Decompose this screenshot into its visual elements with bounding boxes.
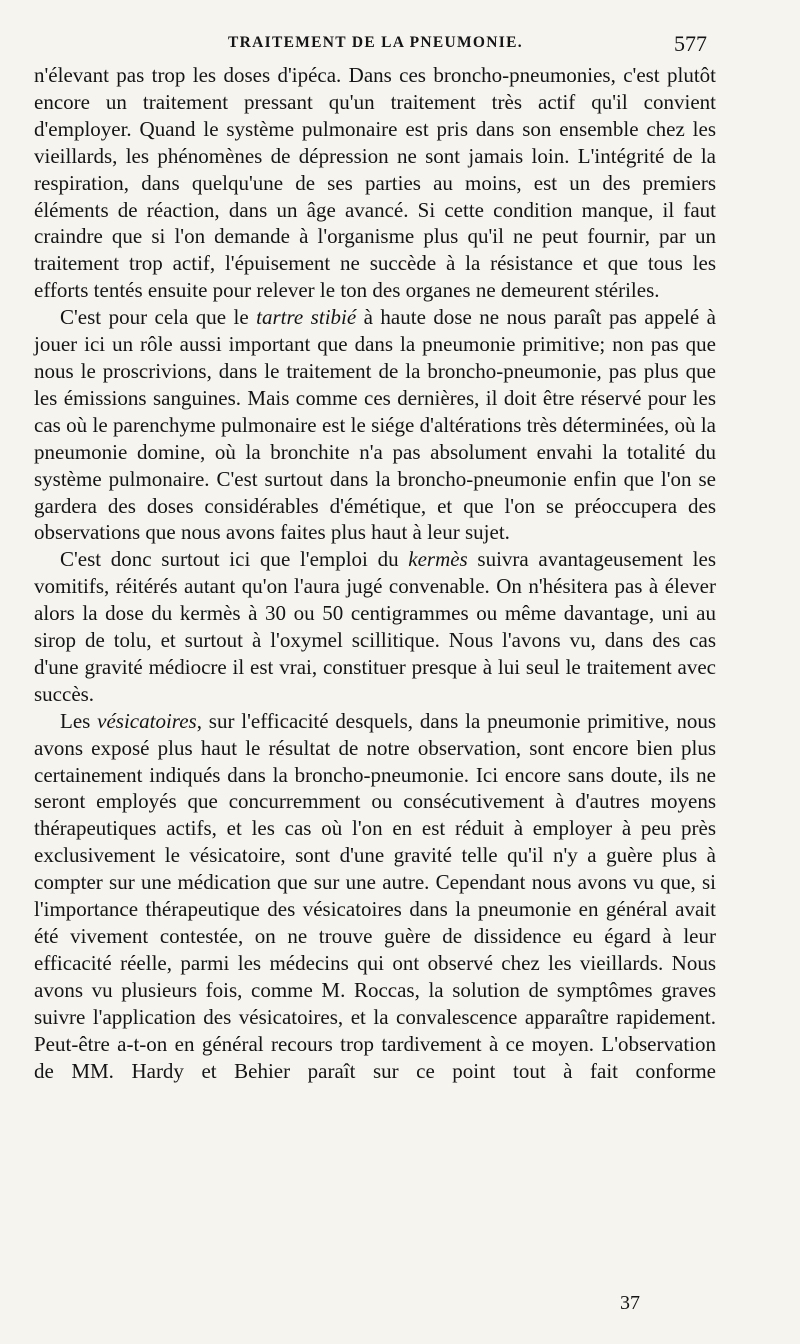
- text-segment: C'est donc surtout ici que l'emploi du: [60, 547, 409, 572]
- text-segment: Les: [60, 708, 98, 733]
- text-segment: à haute dose ne nous paraît pas appelé à jouer ici un rôle aussi important que dans la pneumonie primitive; non pas que nous le proscrivions, dans le traitement de la broncho-pneumonie, pas plus que les émissions sanguines. Mais comme ces dernières, il doit être réservé pour les cas où le parenchyme pulmonaire est le siége d'altérations très déterminées, où la pneumonie domine, où la bronchite n'a pas absolument envahi la totalité du système pulmonaire. C'est surtout dans la broncho-pneumonie enfin que l'on se gardera des doses considérables d'émétique, et que l'on se préoccupera des observations que nous avons faites plus haut à leur sujet.: [34, 305, 716, 545]
- paragraph-kermes: [34, 546, 716, 707]
- body-text: [34, 62, 716, 1084]
- paragraph-tartre-stibie: [34, 304, 716, 546]
- text-segment: , sur l'efficacité desquels, dans la pneumonie primitive, nous avons exposé plus haut le résultat de notre observation, sont encore bien plus certainement indiqués dans la broncho-pneumonie. Ici encore sans doute, ils ne seront employés que concurremment ou consécutivement à d'autres moyens thérapeutiques actifs, et les cas où l'on en est réduit à employer à peu près exclusivement le vésicatoire, sont d'une gravité telle qu'il n'y a guère plus à compter sur une médication que sur une autre. Cependant nous avons vu que, si l'importance thérapeutique des vésicatoires dans la pneumonie en général avait été vivement contestée, on ne trouve guère de dissidence eu égard à leur efficacité réelle, parmi les médecins qui ont observé chez les vieillards. Nous avons vu plusieurs fois, comme M. Roccas, la solution de symptômes graves suivre l'application des vésicatoires, et la convalescence apparaître rapidement. Peut-être a-t-on en général recours trop tardivement à ce moyen. L'observation de MM. Hardy et Behier paraît sur ce point tout à fait conforme: [34, 708, 716, 1083]
- italic-term: tartre stibié: [256, 305, 357, 330]
- italic-term: kermès: [408, 547, 468, 572]
- text-segment: n'élevant pas trop les doses d'ipéca. Dans ces broncho-pneumonies, c'est plutôt encore un traitement pressant qu'un traitement très actif qu'il convient d'employer. Quand le système pulmonaire est pris dans son ensemble chez les vieillards, les phénomènes de dépression ne sont jamais loin. L'intégrité de la respiration, dans quelqu'une de ses parties au moins, est un des premiers éléments de réaction, dans un âge avancé. Si cette condition manque, il faut craindre que si l'on demande à l'organisme plus qu'il ne peut fournir, par un traitement trop actif, l'épuisement ne succède à la résistance et que tous les efforts tentés ensuite pour relever le ton des organes ne demeurent stériles.: [34, 63, 716, 303]
- running-title: TRAITEMENT DE LA PNEUMONIE.: [228, 34, 523, 51]
- paragraph-vesicatoires: [34, 708, 716, 1085]
- signature-mark: 37: [620, 1292, 640, 1314]
- running-head: [0, 31, 800, 62]
- italic-term: vésicatoires: [97, 708, 197, 733]
- text-segment: C'est pour cela que le: [60, 305, 257, 330]
- text-segment: suivra avantageusement les vomitifs, réitérés autant qu'on l'aura jugé convenable. On n'hésitera pas à élever alors la dose du kermès à 30 ou 50 centigrammes ou même davantage, uni au sirop de tolu, et surtout à l'oxymel scillitique. Nous l'avons vu, dans des cas d'une gravité médiocre il est vrai, constituer presque à lui seul le traitement avec succès.: [34, 547, 717, 706]
- page-number: 577: [674, 31, 707, 56]
- paragraph-continuation: [34, 62, 716, 304]
